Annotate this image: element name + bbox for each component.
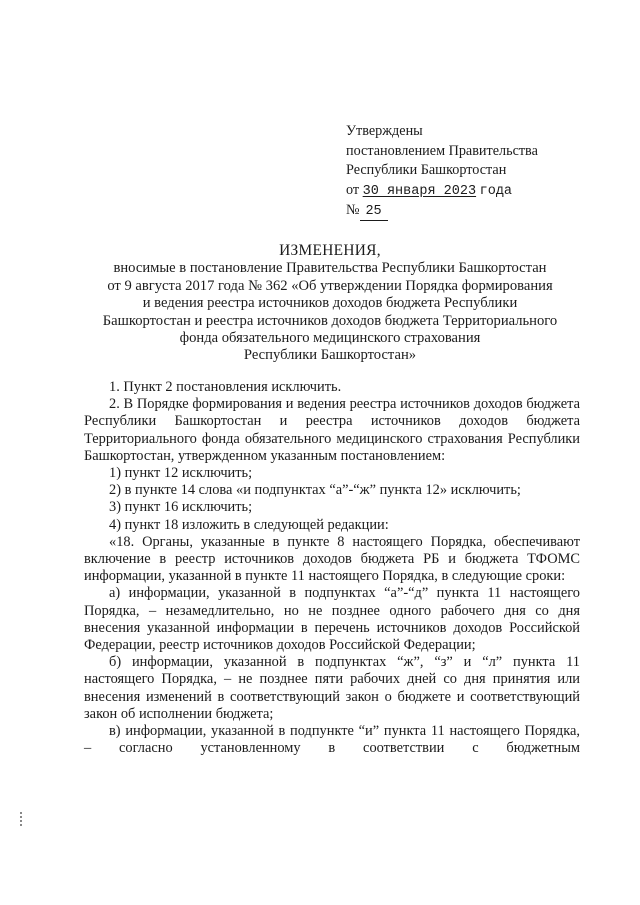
title-heading: ИЗМЕНЕНИЯ, (279, 242, 381, 259)
title-line: Республики Башкортостан» (243, 347, 417, 364)
approval-stamp (346, 122, 538, 221)
scan-margin-mark (20, 812, 22, 826)
approval-number-line (346, 201, 538, 221)
paragraph-2: 2. В Порядке формирования и ведения реестра источников доходов бюджета Республики Башкортостан и реестра источников доходов бюджета Территориального фонда обязательного медицинского страхования Республики Башкортостан, утвержденном указанным постановлением: (84, 396, 580, 464)
approval-number: 25 (360, 204, 388, 221)
title-line: фонда обязательного медицинского страхования (179, 330, 481, 347)
list-item-2: 2) в пункте 14 слова «и подпунктах “а”-“ж” пункта 12» исключить; (109, 482, 521, 499)
approval-line-resolution: постановлением Правительства (346, 142, 538, 159)
subclause-a: а) информации, указанной в подпунктах “а”-“д” пункта 11 настоящего Порядка, – незамедлительно, но не позднее одного рабочего дня со дня внесения указанной информации в перечень источников доходов Российской Федерации, реестр источников доходов Российской Федерации; (84, 585, 580, 654)
paragraph-1: 1. Пункт 2 постановления исключить. (109, 379, 342, 395)
approval-line-republic: Республики Башкортостан (346, 162, 507, 178)
title-line: Башкортостан и реестра источников доходов бюджета Территориального (102, 312, 558, 329)
date-prefix: от (346, 181, 360, 198)
document-title (70, 242, 590, 365)
approval-date-line (346, 181, 538, 202)
title-line: от 9 августа 2017 года № 362 «Об утверждении Порядка формирования (107, 277, 553, 294)
title-line: и ведения реестра источников доходов бюджета Республики (142, 295, 518, 312)
list-item-3: 3) пункт 16 исключить; (109, 499, 253, 516)
subclause-b: б) информации, указанной в подпунктах “ж”, “з” и “л” пункта 11 настоящего Порядка, – не позднее пяти рабочих дней со дня принятия или внесения изменений в соответствующий закон о бюджете и соответствующий закон об исполнении бюджета; (84, 654, 580, 722)
approval-date: 30 января 2023 (362, 183, 477, 199)
document-body (84, 379, 580, 757)
approval-line-approved: Утверждены (346, 123, 423, 139)
title-line: вносимые в постановление Правительства Республики Башкортостан (113, 260, 547, 277)
clause-18: «18. Органы, указанные в пункте 8 настоящего Порядка, обеспечивают включение в реестр источников доходов бюджета РБ и бюджета ТФОМС информации, указанной в пункте 11 настоящего Порядка, в следующие сроки: (84, 533, 580, 585)
list-item-1: 1) пункт 12 исключить; (109, 465, 253, 482)
list-item-4: 4) пункт 18 изложить в следующей редакции: (109, 516, 389, 533)
subclause-v: в) информации, указанной в подпункте “и” пункта 11 настоящего Порядка, – согласно установленному в соответствии с бюджетным (84, 723, 580, 757)
date-suffix: года (479, 183, 513, 199)
number-prefix: № (346, 202, 360, 218)
